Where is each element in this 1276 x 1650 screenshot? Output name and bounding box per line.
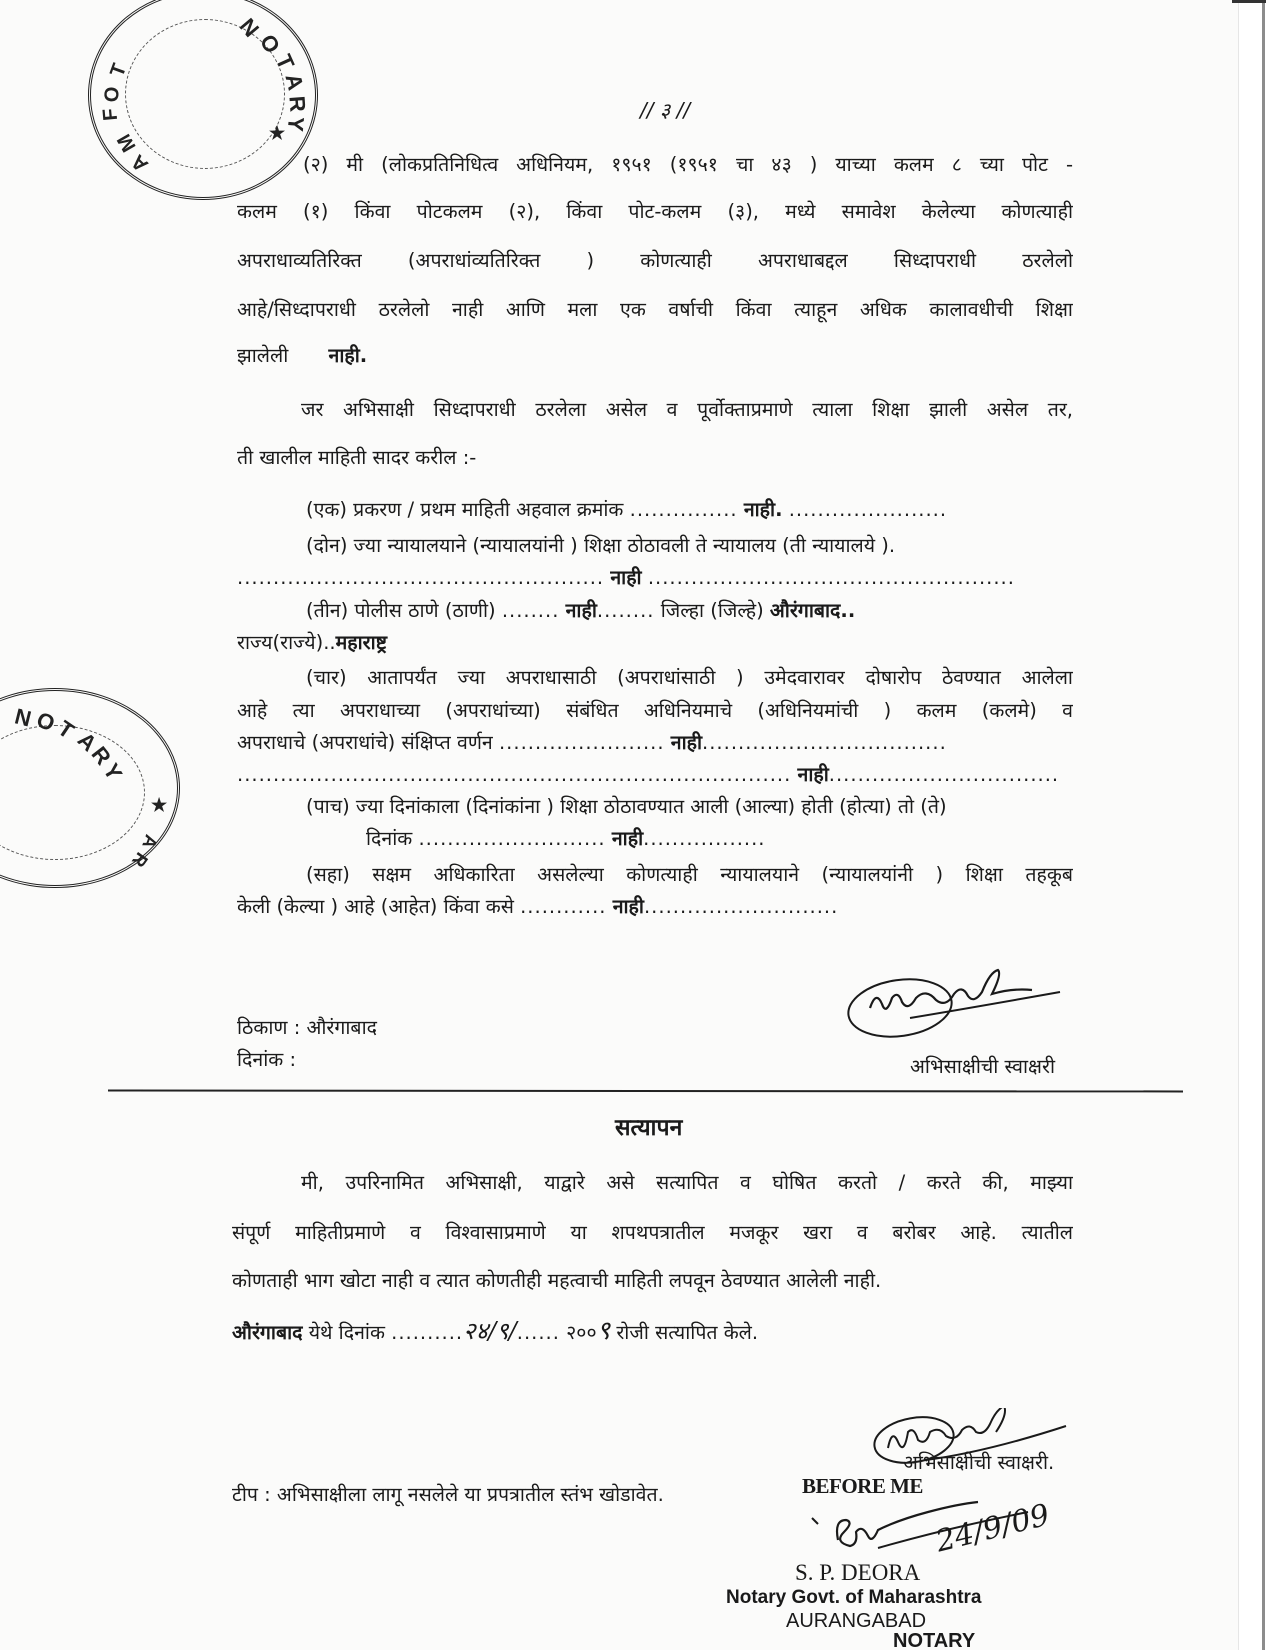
item-saha-label: केली (केल्या ) आहे (आहेत) किंवा कसे [237,895,514,918]
item-pach-line-1: (पाच) ज्या दिनांकाला (दिनांकांना ) शिक्षा ठोठावण्यात आली (आल्या) होती (होत्या) तो (ते) [306,795,947,818]
verification-line-3: कोणताही भाग खोटा नाही व त्यात कोणतीही महत्वाची माहिती लपवून ठेवण्यात आलेली नाही. [232,1269,882,1292]
dots: ........................... [643,895,839,918]
item-saha-line-1: (सहा) सक्षम अधिकारिता असलेल्या कोणत्याही न्यायालयाने (न्यायालयांनी ) शिक्षा तहकूब [306,863,1073,886]
item-teen-state [237,630,387,656]
dots: ........ [501,599,560,622]
notary-title: Notary Govt. of Maharashtra [726,1587,982,1608]
verification-heading: सत्यापन [615,1115,683,1141]
item-char-line-3 [237,730,947,756]
dots: ........ [596,599,655,622]
state-value: महाराष्ट्र [335,631,388,654]
item-pach-answer: नाही [611,827,644,850]
para2-line-1: जर अभिसाक्षी सिध्दापराधी ठरलेला असेल व पूर्वोक्ताप्रमाणे त्याला शिक्षा झाली असेल तर, [301,398,1073,421]
place-line [237,1015,377,1041]
item-char-line-1: (चार) आतापर्यंत ज्या अपराधासाठी (अपराधांसाठी ) उमेदवारावर दोषारोप ठेवण्यात आलेला [306,666,1073,689]
verification-date-prefix: येथे दिनांक [308,1321,385,1344]
date-line: दिनांक : [237,1048,297,1071]
dots: ................................ [828,763,1060,786]
item-char-line-4 [237,762,1059,788]
notary-seal-word: NOTARY [893,1630,976,1650]
notary-city: AURANGABAD [786,1610,927,1632]
para1-line-2: कलम (१) किंवा पोटकलम (२), किंवा पोट-कलम (३), मध्ये समावेश केलेल्या कोणत्याही [237,200,1073,223]
item-teen [306,598,855,624]
note: टीप : अभिसाक्षीला लागू नसलेले या प्रपत्रातील स्तंभ खोडावेत. [232,1483,664,1506]
place-label: ठिकाण : [237,1016,301,1039]
para1-line-4: आहे/सिध्दापराधी ठरलेलो नाही आणि मला एक वर्षाची किंवा त्याहून अधिक कालावधीची शिक्षा [237,298,1073,321]
para2-line-2: ती खालील माहिती सादर करील :- [237,446,477,469]
signature-caption-1: अभिसाक्षीची स्वाक्षरी [910,1055,1056,1078]
verification-place: औरंगाबाद [232,1321,303,1344]
item-char-line-2: आहे त्या अपराधाच्या (अपराधांच्या) संबंधित अधिनियमाचे (अधिनियमांची ) कलम (कलमे) व [237,699,1073,722]
para1-answer: नाही. [328,344,368,367]
dots: ............ [520,895,607,918]
verification-line-1: मी, उपरिनामित अभिसाक्षी, याद्वारे असे सत्यापित व घोषित करतो / करते की, माझ्या [301,1171,1073,1194]
verification-line-2: संपूर्ण माहितीप्रमाणे व विश्वासाप्रमाणे या शपथपत्रातील मजकूर खरा व बरोबर आहे. त्यातील [232,1221,1073,1244]
dots: ................. [643,827,766,850]
item-teen-label: (तीन) पोलीस ठाणे (ठाणी) [306,599,496,622]
before-me-label: BEFORE ME [802,1474,923,1498]
page-number: // ३ // [640,98,691,122]
item-don-answer: नाही [610,566,642,589]
notary-name: S. P. DEORA [795,1560,921,1585]
dots: .......... [391,1321,464,1344]
item-char-answer: नाही [670,731,703,754]
item-don-answer-line [237,565,1015,591]
scan-edge [1238,0,1276,1650]
dots: ................................................... [647,566,1015,589]
dots: .................................. [702,731,947,754]
item-teen-answer: नाही [565,599,597,622]
dots: ............... [629,498,738,521]
verification-suffix: रोजी सत्यापित केले. [616,1321,759,1344]
notary-stamp-left: N O T A R Y ★ A R [0,688,180,888]
item-saha-line-2 [237,894,838,920]
item-ek-answer: नाही. [743,498,783,521]
verification-date-line [232,1318,758,1346]
para1-line-1: (२) मी (लोकप्रतिनिधित्व अधिनियम, १९५१ (१९५१ चा ४३ ) याच्या कलम ८ च्या पोट - [303,153,1073,176]
signature-caption-2: अभिसाक्षीची स्वाक्षरी. [903,1451,1055,1474]
item-don-label: (दोन) ज्या न्यायालयाने (न्यायालयांनी ) शिक्षा ठोठावली ते न्यायालय (ती न्यायालये ). [306,534,896,557]
dots: ...................... [788,498,948,521]
notary-stamp-top: N O T A R Y T O F M A ★ [88,0,318,200]
item-pach-line-2 [366,826,766,852]
state-label: राज्य(राज्ये).. [237,631,336,654]
handwritten-date: २४/९/ [463,1317,517,1345]
dots: ....................... [498,731,665,754]
item-saha-answer: नाही [612,895,644,918]
deponent-signature-1 [840,968,1100,1048]
notary-handwritten-date: 24/9/09 [932,1497,1054,1560]
section-divider [108,1090,1183,1093]
item-char-label: अपराधाचे (अपराधांचे) संक्षिप्त वर्णन [237,731,493,754]
year-prefix: २०० [566,1321,597,1344]
dots: ...... [516,1321,560,1344]
item-ek-label: (एक) प्रकरण / प्रथम माहिती अहवाल क्रमांक [306,498,624,521]
date-label: दिनांक [366,827,413,850]
district-value: औरंगाबाद.. [769,599,856,622]
para1-line-5 [237,343,367,369]
dots: .......................... [418,827,606,850]
handwritten-year: ९ [596,1316,611,1346]
scan-edge-shadow [1262,0,1265,1650]
para1-last-prefix: झालेली [237,344,289,367]
scan-edge-top [1232,0,1266,3]
dots: ............................................................................. [237,763,792,786]
district-label: जिल्हा (जिल्हे) [660,599,764,622]
place-value: औरंगाबाद [306,1016,377,1039]
para1-line-3: अपराधाव्यतिरिक्त (अपराधांव्यतिरिक्त ) कोणत्याही अपराधाबद्दल सिध्दापराधी ठरलेलो [237,249,1073,272]
dots: ................................................... [237,566,605,589]
item-ek [306,497,947,523]
item-char-answer-2: नाही [797,763,829,786]
